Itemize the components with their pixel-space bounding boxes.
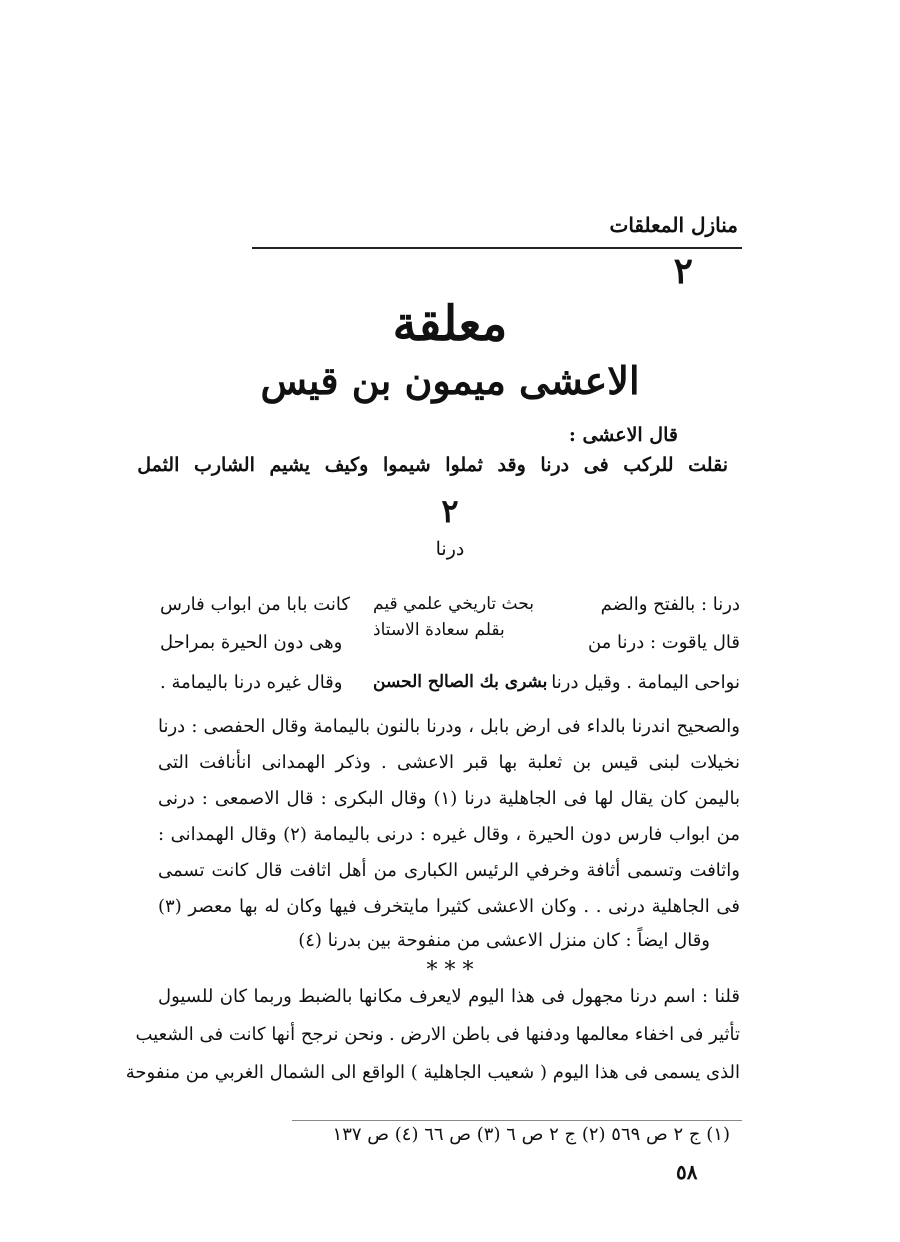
section-number: ٢	[441, 492, 459, 530]
column-right-line-3: نواحى اليمامة . وقيل درنا	[551, 672, 740, 693]
column-center-line-2: بقلم سعادة الاستاذ	[373, 620, 505, 640]
poem-verse: نقلت للركب فى درنا وقد ثملوا شيموا وكيف يشيم الشارب الثمل	[137, 454, 728, 476]
column-left-line-3: وقال غيره درنا باليمامة .	[160, 672, 343, 693]
body-line-4: من ابواب فارس دون الحيرة ، وقال غيره : درنى باليمامة (٢) وقال الهمدانى :	[158, 824, 740, 845]
section-separator: * * *	[426, 958, 474, 983]
body-line-6: فى الجاهلية درنى . . وكان الاعشى كثيرا مايتخرف فيها وكان له بها معصر (٣)	[158, 896, 740, 917]
main-title: معلقة	[392, 296, 508, 352]
running-title: منازل المعلقات	[609, 213, 738, 237]
column-right-line-2: قال ياقوت : درنا من	[587, 632, 740, 653]
column-center-line-1: بحث تاريخي علمي قيم	[373, 594, 534, 614]
poem-speaker: قال الاعشى :	[568, 424, 678, 446]
body-line-1: والصحيح اندرنا بالداء فى ارض بابل ، ودرنا بالنون باليمامة وقال الحفصى : درنا	[158, 716, 740, 737]
body-line-2: نخيلات لبنى قيس بن ثعلبة بها قبر الاعشى . وذكر الهمدانى انأنافت التى	[158, 752, 740, 773]
column-left-line-1: كانت بابا من ابواب فارس	[160, 594, 350, 615]
header-rule	[252, 247, 742, 249]
section-headword: درنا	[435, 538, 465, 560]
conclusion-line-3: الذى يسمى فى هذا اليوم ( شعيب الجاهلية ) الواقع الى الشمال الغربي من منفوحة	[125, 1062, 740, 1083]
body-line-last: وقال ايضاً : كان منزل الاعشى من منفوحة بين بدرنا (٤)	[298, 930, 710, 951]
conclusion-line-2: تأثير فى اخفاء معالمها ودفنها فى باطن الارض . ونحن نرجح أنها كانت فى الشعيب	[135, 1024, 740, 1045]
column-left-line-2: وهى دون الحيرة بمراحل	[160, 632, 343, 653]
conclusion-line-1: قلنا : اسم درنا مجهول فى هذا اليوم لايعرف مكانها بالضبط وربما كان للسيول	[158, 986, 740, 1007]
column-right-line-1: درنا : بالفتح والضم	[600, 594, 740, 615]
body-line-5: واثافت وتسمى أثافة وخرفي الرئيس الكبارى من أهل اثافت قال كانت تسمى	[158, 860, 740, 881]
footnote: (١) ج ٢ ص ٥٦٩ (٢) ج ٢ ص ٦ (٣) ص ٦٦ (٤) ص ١٣٧	[332, 1124, 730, 1145]
page-number: ٥٨	[676, 1160, 698, 1184]
chapter-number: ٢	[673, 250, 693, 292]
subtitle: الاعشى ميمون بن قيس	[260, 358, 640, 403]
footnote-rule	[292, 1120, 742, 1121]
body-line-3: باليمن كان يقال لها فى الجاهلية درنا (١) وقال البكرى : قال الاصمعى : درنى	[158, 788, 740, 809]
column-center-line-3: بشرى بك الصالح الحسن	[373, 672, 548, 692]
